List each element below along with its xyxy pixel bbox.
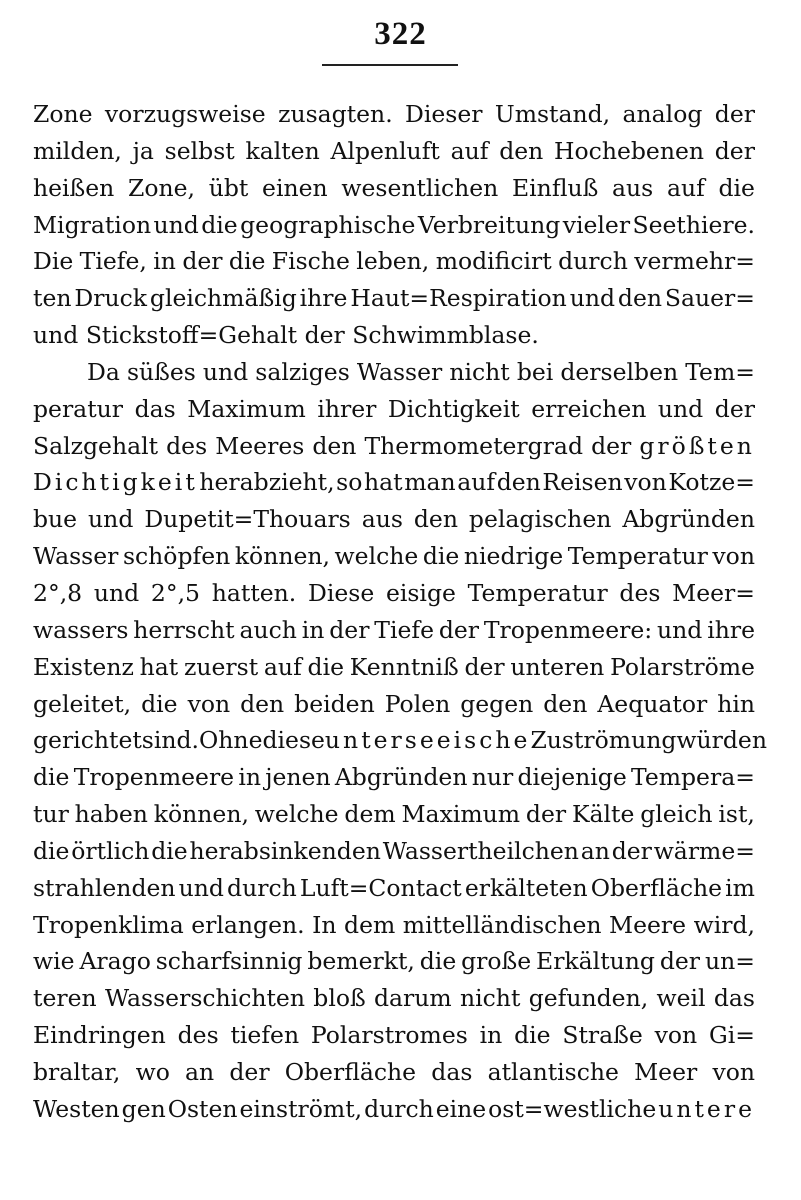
text-line: strahlenden und durch Luft=Contact erkälteten Oberfläche im (33, 873, 755, 902)
text-line: Zone vorzugsweise zusagten. Dieser Umstand, analog der (33, 100, 755, 128)
text-line: milden, ja selbst kalten Alpenluft auf den Hochebenen der (33, 136, 755, 165)
text-line: Existenz hat zuerst auf die Kenntniß der unteren Polarströme (33, 652, 755, 681)
text-line: Tropenklima erlangen. In dem mittelländischen Meere wird, (33, 910, 755, 939)
text-line: teren Wasserschichten bloß darum nicht gefunden, weil das (33, 984, 755, 1013)
text-line: gerichtet sind. Ohne diese unterseeische Zuströmung würden (33, 726, 767, 755)
text-line: tur haben können, welche dem Maximum der Kälte gleich ist, (33, 800, 755, 829)
text-line: ten Druck gleichmäßig ihre Haut=Respiration und den Sauer= (33, 284, 755, 313)
text-line: wassers herrscht auch in der Tiefe der Tropenmeere: und ihre (33, 615, 755, 644)
text-line: die Tropenmeere in jenen Abgründen nur diejenige Tempera= (33, 763, 755, 792)
text-line: Dichtigkeit herabzieht, so hat man auf den Reisen von Kotze= (33, 468, 755, 497)
text-line: braltar, wo an der Oberfläche das atlantische Meer von (33, 1057, 755, 1086)
text-line: und Stickstoff=Gehalt der Schwimmblase. (33, 321, 539, 350)
text-line: Die Tiefe, in der die Fische leben, modificirt durch vermehr= (33, 247, 755, 276)
text-line: Salzgehalt des Meeres den Thermometergrad der größten (33, 431, 755, 460)
text-line: Eindringen des tiefen Polarstromes in die Straße von Gi= (33, 1021, 755, 1050)
text-line: Wasser schöpfen können, welche die niedrige Temperatur von (33, 542, 755, 571)
text-line: wie Arago scharfsinnig bemerkt, die große Erkältung der un= (33, 947, 755, 976)
text-line: 2°,8 und 2°,5 hatten. Diese eisige Temperatur des Meer= (33, 578, 755, 607)
text-line: geleitet, die von den beiden Polen gegen den Aequator hin (33, 689, 755, 718)
text-line: Migration und die geographische Verbreitung vieler Seethiere. (33, 210, 755, 239)
text-line: die örtlich die herabsinkenden Wassertheilchen an der wärme= (33, 836, 755, 865)
text-line: bue und Dupetit=Thouars aus den pelagischen Abgründen (33, 505, 755, 534)
page-number: 322 (374, 16, 427, 52)
text-line: Westen gen Osten einströmt, durch eine ost=westliche untere (33, 1094, 755, 1123)
text-line: Da süßes und salziges Wasser nicht bei derselben Tem= (87, 357, 755, 386)
body-text (33, 96, 767, 1128)
text-line: heißen Zone, übt einen wesentlichen Einfluß aus auf die (33, 173, 755, 202)
header-rule (322, 64, 458, 66)
text-line: peratur das Maximum ihrer Dichtigkeit erreichen und der (33, 394, 755, 423)
